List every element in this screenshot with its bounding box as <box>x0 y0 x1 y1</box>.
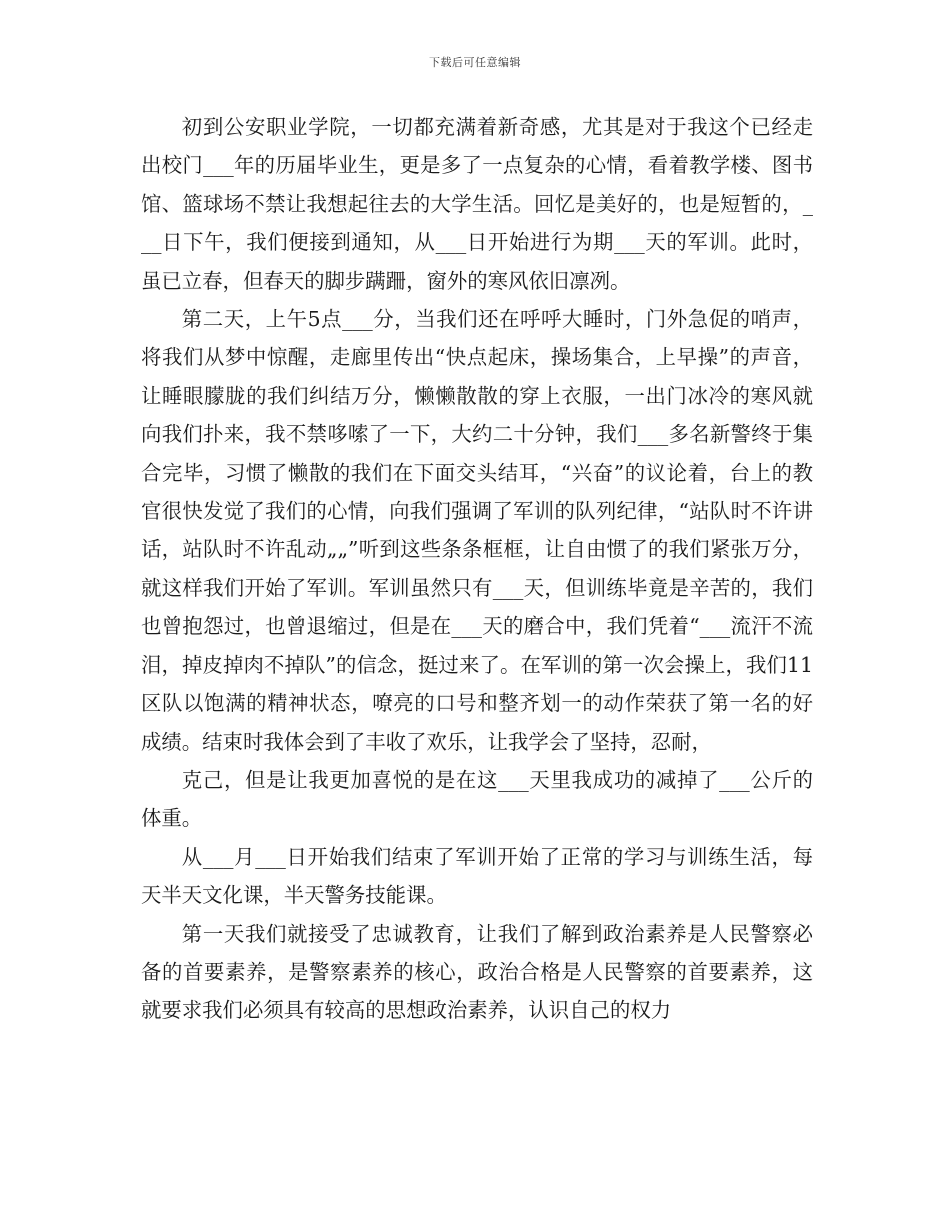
header-note: 下载后可任意编辑 <box>429 56 521 69</box>
paragraph-3: 克己，但是让我更加喜悦的是在这___天里我成功的减掉了___公斤的体重。 <box>141 767 813 831</box>
paragraph-2: 第二天，上午5点___分，当我们还在呼呼大睡时，门外急促的哨声，将我们从梦中惊醒，走廊里传出“快点起床，操场集合，上早操”的声音，让睡眼朦胧的我们纠结万分，懒懒散散的穿上衣服，一出门冰冷的寒风就向我们扑来，我不禁哆嗦了一下，大约二十分钟，我们___多名新警终于集合完毕，习惯了懒散的我们在下面交头结耳，“兴奋”的议论着，台上的教官很快发觉了我们的心情，向我们强调了军训的队列纪律，“站队时不许讲话，站队时不许乱动„„”听到这些条条框框，让自由惯了的我们紧张万分，就这样我们开始了军训。军训虽然只有___天，但训练毕竟是辛苦的，我们也曾抱怨过，也曾退缩过，但是在___天的磨合中，我们凭着“___流汗不流泪，掉皮掉肉不掉队”的信念，挺过来了。在军训的第一次会操上，我们11区队以饱满的精神状态，嘹亮的口号和整齐划一的动作荣获了第一名的好成绩。结束时我体会到了丰收了欢乐，让我学会了坚持，忍耐， <box>141 307 813 754</box>
paragraph-1: 初到公安职业学院，一切都充满着新奇感，尤其是对于我这个已经走出校门___年的历届毕业生，更是多了一点复杂的心情，看着教学楼、图书馆、篮球场不禁让我想起往去的大学生活。回忆是美好的，也是短暂的，___日下午，我们便接到通知，从___日开始进行为期___天的军训。此时，虽已立春，但春天的脚步蹒跚，窗外的寒风依旧凛冽。 <box>141 115 813 293</box>
paragraph-5: 第一天我们就接受了忠诚教育，让我们了解到政治素养是人民警察必备的首要素养，是警察素养的核心，政治合格是人民警察的首要素养，这就要求我们必须具有较高的思想政治素养，认识自己的权力 <box>141 921 813 1023</box>
paragraph-4: 从___月___日开始我们结束了军训开始了正常的学习与训练生活，每天半天文化课，半天警务技能课。 <box>141 844 813 908</box>
body-text <box>141 108 813 1030</box>
